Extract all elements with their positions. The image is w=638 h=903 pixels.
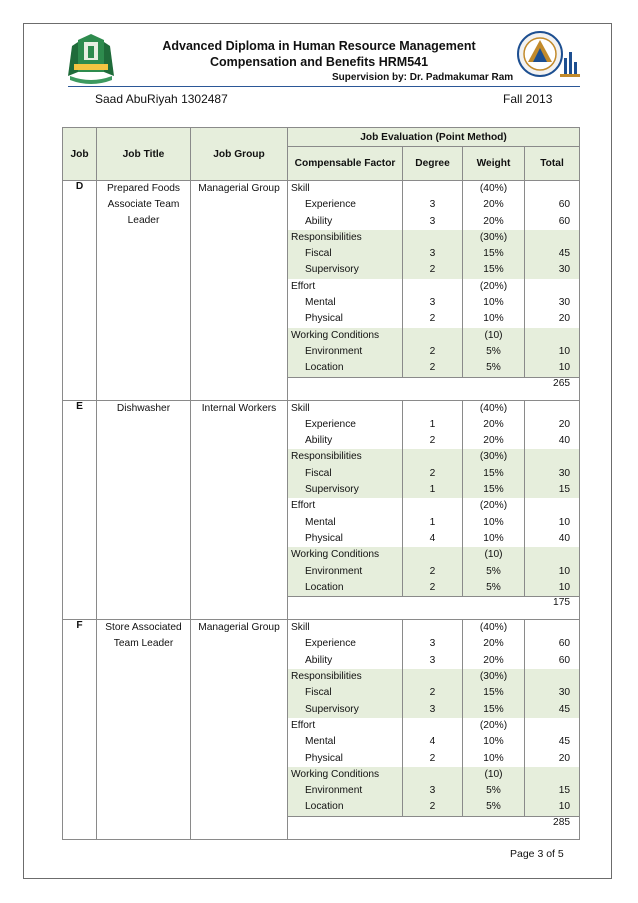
weight-value: 10% [483,532,504,544]
weight-value: 10% [483,752,504,764]
col-header-job: Job [63,128,97,181]
weight-cell [463,620,525,817]
degree-value [403,669,462,685]
grand-total: 285 [288,816,580,839]
weight-value: 15% [463,482,524,498]
table-row [63,181,580,378]
weight-value: (40%) [479,622,508,634]
degree-value: 2 [429,752,436,764]
total-value [525,279,579,295]
factor-name: Skill [291,402,310,414]
total-value: 45 [558,736,571,748]
weight-value: 15% [463,262,524,278]
col-header-degree: Degree [403,147,463,181]
degree-value: 2 [403,360,462,376]
total-value: 10 [525,580,579,596]
total-value: 10 [525,360,579,376]
degree-value [403,328,462,344]
total-value: 30 [558,297,571,309]
subfactor-name: Physical [305,752,343,764]
total-cell [525,181,580,378]
weight-value: 5% [463,580,524,596]
weight-value: (30%) [463,449,524,465]
subfactor-name: Ability [305,435,333,447]
degree-value: 3 [403,783,462,799]
degree-value [403,181,462,197]
degree-value: 1 [403,482,462,498]
degree-value: 4 [429,532,436,544]
degree-value: 2 [403,580,462,596]
total-value: 60 [558,654,571,666]
factor-name: Effort [291,280,316,292]
factor-name: Effort [291,500,316,512]
degree-value: 1 [429,418,436,430]
weight-value: 5% [463,799,524,815]
total-value [525,547,579,563]
subfactor-name: Location [288,360,402,376]
subfactor-name: Fiscal [288,246,402,262]
col-header-factor: Compensable Factor [288,147,403,181]
job-evaluation-table [62,127,580,840]
weight-value: 15% [463,702,524,718]
total-value [525,401,579,417]
subfactor-name: Location [288,580,402,596]
degree-value [403,498,462,514]
table-row [63,620,580,817]
degree-value: 3 [429,199,436,211]
subfactor-name: Experience [305,638,356,650]
factor-name: Responsibilities [288,449,402,465]
job-group: Managerial Group [191,620,288,840]
grand-total: 175 [288,597,580,620]
total-value: 10 [525,799,579,815]
subfactor-name: Ability [305,654,333,666]
weight-value: 15% [463,685,524,701]
weight-value: 5% [463,783,524,799]
subfactor-name: Mental [305,736,336,748]
subfactor-name: Fiscal [288,685,402,701]
degree-value: 3 [429,297,436,309]
total-value: 60 [558,638,571,650]
degree-value: 3 [403,246,462,262]
weight-value: 20% [483,199,504,211]
weight-cell [463,400,525,597]
weight-value: (20%) [479,719,508,731]
job-title: Store Associated Team Leader [97,620,191,840]
total-value: 15 [525,482,579,498]
total-value: 20 [558,313,571,325]
degree-value: 2 [429,313,436,325]
subfactor-name: Mental [305,297,336,309]
subfactor-name: Location [288,799,402,815]
degree-value [403,449,462,465]
weight-value: (30%) [463,230,524,246]
weight-value: 5% [463,360,524,376]
total-value: 30 [525,262,579,278]
weight-value: 10% [483,313,504,325]
degree-value: 2 [403,262,462,278]
weight-value: 20% [483,654,504,666]
total-value: 10 [558,516,571,528]
degree-value: 3 [429,654,436,666]
supervisor-line: Supervision by: Dr. Padmakumar Ram [332,72,514,83]
grand-total: 265 [288,377,580,400]
total-value: 45 [525,246,579,262]
total-value: 20 [558,752,571,764]
subfactor-name: Ability [305,215,333,227]
factor-name: Responsibilities [288,230,402,246]
degree-cell [403,400,463,597]
total-value [525,620,579,636]
job-code: E [63,400,97,620]
job-group: Managerial Group [191,181,288,401]
weight-value: 20% [483,215,504,227]
weight-value: (10) [463,547,524,563]
weight-value: (40%) [479,183,508,194]
degree-value [403,547,462,563]
total-value [525,449,579,465]
job-title: Dishwasher [97,400,191,620]
factor-cell [288,400,403,597]
total-value: 10 [525,564,579,580]
course-title: Compensation and Benefits HRM541 [209,55,429,69]
total-value: 10 [525,344,579,360]
weight-value: 15% [463,246,524,262]
weight-value: 5% [463,344,524,360]
weight-value: (10) [463,328,524,344]
total-value [525,498,579,514]
total-value [525,718,579,734]
page-number: Page 3 of 5 [510,848,564,860]
student-name: Saad AbuRiyah 1302487 [95,92,228,106]
col-header-total: Total [525,147,580,181]
factor-cell [288,181,403,378]
degree-value [403,767,462,783]
weight-value: 20% [483,638,504,650]
factor-name: Working Conditions [288,767,402,783]
degree-value: 2 [403,466,462,482]
degree-value: 4 [429,736,436,748]
degree-value: 2 [403,344,462,360]
weight-value: 20% [483,435,504,447]
total-value: 20 [558,418,571,430]
subfactor-name: Fiscal [288,466,402,482]
degree-value [403,718,462,734]
table-header-row [63,128,580,147]
degree-value: 2 [403,799,462,815]
degree-value [403,401,462,417]
factor-name: Responsibilities [288,669,402,685]
subfactor-name: Supervisory [288,702,402,718]
table-row [63,400,580,597]
total-value: 40 [558,435,571,447]
weight-value: (40%) [479,402,508,414]
weight-value: 10% [483,297,504,309]
job-title: Prepared Foods Associate Team Leader [97,181,191,401]
degree-value: 3 [429,215,436,227]
factor-name: Skill [291,622,310,634]
term-label: Fall 2013 [503,92,553,106]
total-value: 60 [558,199,571,211]
total-value: 30 [525,685,579,701]
degree-value: 1 [429,516,436,528]
total-value: 40 [558,532,571,544]
subfactor-name: Mental [305,516,336,528]
degree-value: 2 [403,564,462,580]
col-header-weight: Weight [463,147,525,181]
degree-value: 2 [403,685,462,701]
weight-cell [463,181,525,378]
subfactor-name: Environment [288,564,402,580]
subfactor-name: Experience [305,418,356,430]
total-value: 30 [525,466,579,482]
total-value [525,767,579,783]
subfactor-name: Environment [288,783,402,799]
factor-name: Working Conditions [288,547,402,563]
header-divider [68,86,580,87]
weight-value: 10% [483,736,504,748]
total-value: 60 [558,215,571,227]
weight-value: (10) [463,767,524,783]
subfactor-name: Supervisory [288,482,402,498]
total-value [525,669,579,685]
total-value [525,328,579,344]
total-value: 15 [525,783,579,799]
degree-value: 2 [429,435,436,447]
weight-value: (20%) [479,280,508,292]
total-value: 45 [525,702,579,718]
subfactor-name: Environment [288,344,402,360]
factor-name: Working Conditions [288,328,402,344]
job-code: F [63,620,97,840]
factor-name: Effort [291,719,316,731]
weight-value: 15% [463,466,524,482]
weight-value: (20%) [479,500,508,512]
degree-cell [403,181,463,378]
degree-value [403,279,462,295]
weight-value: (30%) [463,669,524,685]
col-header-evaluation: Job Evaluation (Point Method) [288,128,580,147]
total-cell [525,620,580,817]
total-value [525,230,579,246]
total-cell [525,400,580,597]
factor-cell [288,620,403,817]
document-title: Advanced Diploma in Human Resource Management [162,39,476,53]
degree-value [403,620,462,636]
total-value [525,181,579,197]
subfactor-name: Physical [305,313,343,325]
degree-cell [403,620,463,817]
weight-value: 20% [483,418,504,430]
col-header-job-group: Job Group [191,128,288,181]
col-header-job-title: Job Title [97,128,191,181]
job-code: D [63,181,97,401]
weight-value: 10% [483,516,504,528]
table-body [63,181,580,840]
weight-value: 5% [463,564,524,580]
degree-value [403,230,462,246]
factor-name: Skill [291,183,310,194]
subfactor-name: Experience [305,199,356,211]
subfactor-name: Supervisory [288,262,402,278]
degree-value: 3 [429,638,436,650]
subfactor-name: Physical [305,532,343,544]
job-group: Internal Workers [191,400,288,620]
degree-value: 3 [403,702,462,718]
